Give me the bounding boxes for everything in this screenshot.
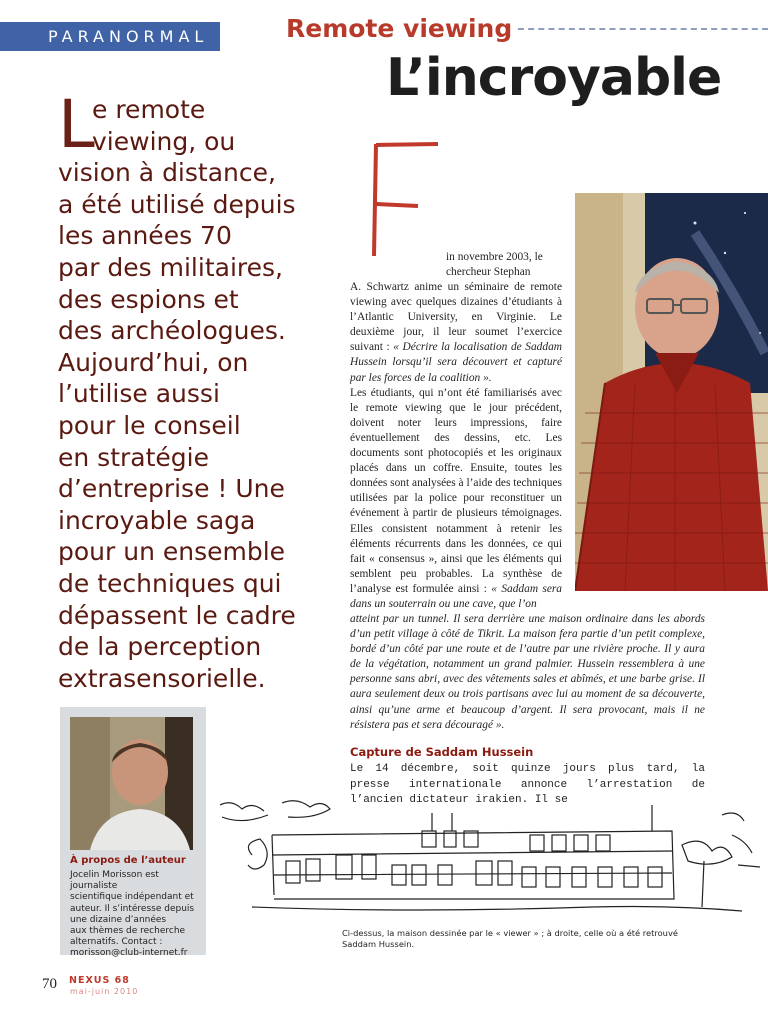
- lead-line: a été utilisé depuis: [58, 189, 296, 219]
- lead-line: en stratégie: [58, 442, 209, 472]
- article-column: [350, 280, 562, 612]
- article-paragraph: A. Schwartz anime un séminaire de remote viewing avec quelques dizaines d’étudiants à l’Atlantic University, en Virginie. Le deuxième jour, il leur soumet l’exercice suivant : « Décrire la localisation de Saddam Hussein lorsqu’il sera découvert et capturé par les forces de la coalition ».: [350, 281, 562, 384]
- lead-line: par des militaires,: [58, 252, 283, 282]
- magazine-name: NEXUS 68: [69, 975, 130, 986]
- lead-line: l’utilise aussi: [58, 379, 220, 409]
- author-bio-line: aux thèmes de recherche: [70, 926, 186, 937]
- section-tab: [0, 22, 220, 51]
- article-quote: « Saddam sera dans un souterrain ou une cave, que l’on: [350, 582, 563, 610]
- page-number: 70: [42, 976, 57, 992]
- lead-line: vision à distance,: [58, 158, 276, 188]
- author-bio: [70, 870, 204, 960]
- author-email: morisson@club-internet.fr: [70, 948, 188, 959]
- lead-line: de la perception: [58, 632, 262, 662]
- lead-line: d’entreprise ! Une: [58, 474, 285, 504]
- article-quote-continued: atteint par un tunnel. Il sera derrière une maison ordinaire dans les abords d’un petit village à côté de Tikrit. La maison fera partie d’un petit complexe, bordé d’un côté par une route et de l’autre par une rivière proche. Il y aura de la végétation, notamment un grand palmier. Hussein ressemblera à une personne sans abri, avec des vêtements sales et abîmés, et une barbe grise. Il aura seulement deux ou trois partisans avec lui au moment de sa découverte, ainsi qu’une arme et beaucoup d’argent. Il sera provocant, mais il ne résistera pas et sera découragé ».: [350, 613, 705, 731]
- author-bio-line: alternatifs. Contact :: [70, 937, 163, 948]
- lead-line: extrasensorielle.: [58, 663, 266, 693]
- lead-line: viewing, ou: [92, 126, 236, 156]
- figure-caption: Ci-dessus, la maison dessinée par le « viewer » ; à droite, celle où a été retrouvé Saddam Hussein.: [342, 928, 678, 949]
- article-subhead: Capture de Saddam Hussein: [350, 745, 534, 759]
- page-title: L’incroyable: [386, 48, 722, 108]
- lead-line: de techniques qui: [58, 568, 282, 598]
- author-bio-line: scientifique indépendant et: [70, 892, 194, 903]
- kicker: Remote viewing: [286, 14, 513, 43]
- article-drop-cap-f: [370, 140, 440, 258]
- dashed-rule: [518, 28, 768, 30]
- section-label: PARANORMAL: [48, 27, 209, 46]
- lead-line: dépassent le cadre: [58, 600, 296, 630]
- lead-paragraph: [58, 86, 328, 694]
- article-quote: « Décrire la localisation de Saddam Hussein lorsqu’il sera découvert et capturé par les forces de la coalition ».: [350, 341, 562, 384]
- article-line: in novembre 2003, le: [446, 251, 543, 263]
- article-paragraph: Les étudiants, qui n’ont été familiarisés avec le remote viewing que le jour précédent, doivent noter leurs impressions, faire éventuellement des dessins, etc. Les documents sont photocopiés et les originaux placés dans un coffre. Ensuite, toutes les données sont analysées à l’aide des techniques utilisées par la police pour reconstituer un événement à partir de plusieurs témoignages. Elles consistent notamment à retenir les éléments récurrents dans les données, ce qui fait « consensus », ainsi que les éléments qui semblent peu probables. La synthèse de l’analyse est formulée ainsi : « Saddam sera dans un souterrain ou une cave, que l’on: [350, 386, 563, 610]
- researcher-photo: [575, 193, 768, 591]
- lead-line: incroyable saga: [58, 505, 256, 535]
- house-sketch: [212, 795, 768, 925]
- lead-line: les années 70: [58, 221, 232, 251]
- lead-drop-cap: L: [58, 86, 95, 163]
- author-bio-line: Jocelin Morisson est journaliste: [70, 870, 159, 892]
- article-opening: [446, 250, 562, 280]
- lead-line: des espions et: [58, 284, 239, 314]
- lead-line: Aujourd’hui, on: [58, 347, 249, 377]
- author-photo: [70, 717, 193, 850]
- lead-line: e remote: [92, 95, 206, 124]
- author-heading: À propos de l’auteur: [70, 855, 186, 866]
- article-paragraph: Le 14 décembre, soit quinze jours plus tard, la presse internationale annonce l’arrestation de l’ancien dictateur irakien. Il se: [350, 763, 705, 807]
- author-bio-line: une dizaine d’années: [70, 914, 167, 925]
- lead-line: des archéologues.: [58, 316, 286, 346]
- lead-line: pour un ensemble: [58, 537, 286, 567]
- author-bio-line: auteur. Il s’intéresse depuis: [70, 903, 195, 914]
- article-line: chercheur Stephan: [446, 266, 531, 279]
- lead-line: pour le conseil: [58, 410, 241, 440]
- magazine-issue: mai-juin 2010: [70, 987, 139, 996]
